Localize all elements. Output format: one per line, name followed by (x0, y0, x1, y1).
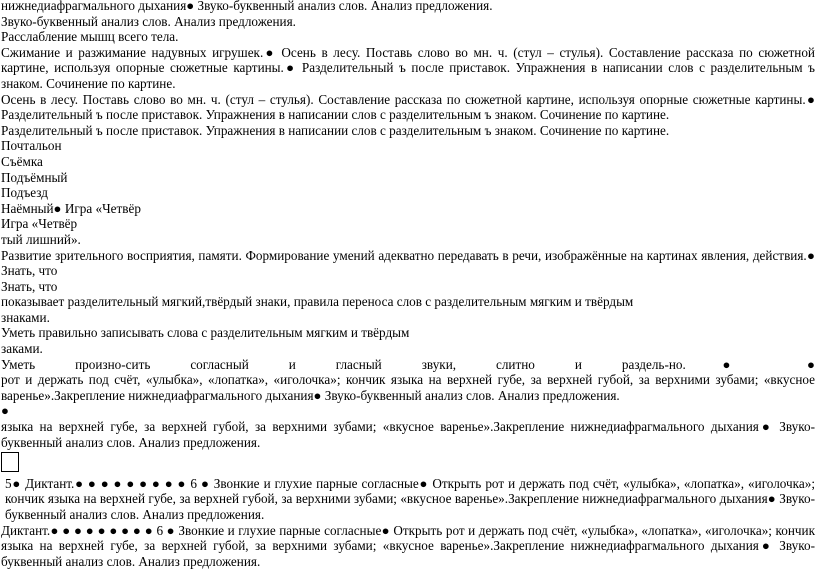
text-line-zakami: заками. (1, 341, 43, 357)
word-nayomny: Наёмный● Игра «Четвёр (1, 200, 141, 216)
text-paragraph-tongue: языка на верхней губе, за верхней губой, за верхними зубами; «вкусное варенье».Закрепление нижнедиафрагмального дыхания● Звуко-буквенный анализ слов. Анализ предложения. (1, 419, 815, 450)
word: и (574, 356, 582, 372)
document-page (1, 0, 815, 569)
text-line-1: нижнедиафрагмального дыхания● Звуко-буквенный анализ слов. Анализ предложения. (1, 0, 493, 13)
word: произно-сить (75, 356, 151, 372)
text-line-3: Расслабление мышц всего тела. (1, 29, 179, 45)
word: слитно (496, 356, 535, 372)
text-paragraph-4: Сжимание и разжимание надувных игрушек.● Осень в лесу. Поставь слово во мн. ч. (стул – стулья). Составление рассказа по сюжетной картине, используя опорные сюжетные картины.● Разделительный ъ после приставок. Упражнения в написании слов с разделительным ъ знаком. Сочинение по картине. (1, 44, 815, 91)
text-paragraph-mouth: рот и держать под счёт, «улыбка», «лопатка», «иголочка»; кончик языка на верхней губе, за верхней губой, за верхними зубами; «вкусное варенье».Закрепление нижнедиафрагмального дыхания● Звуко-буквенный анализ слов. Анализ предложения. (1, 372, 815, 403)
word: Уметь (1, 356, 36, 372)
word: и (288, 356, 296, 372)
text-line-write: Уметь правильно записывать слова с разделительным мягким и твёрдым (1, 325, 410, 341)
text-line-6: Разделительный ъ после приставок. Упражнения в написании слов с разделительным ъ знаком. Сочинение по картине. (1, 122, 670, 138)
word-pochtalon: Почтальон (1, 138, 62, 154)
text-line-shows: показывает разделительный мягкий,твёрдый знаки, правила переноса слов с разделительным мягким и твёрдым (1, 294, 634, 310)
word: гласный (335, 356, 382, 372)
text-line-signs: знаками. (1, 309, 50, 325)
text-paragraph-dictation: Диктант.● ● ● ● ● ● ● ● ● 6 ● Звонкие и глухие парные согласные● Открыть рот и держать под счёт, «улыбка», «лопатка», «иголочка»; кончик языка на верхней губе, за верхней губой, за верхними зубами; «вкусное варенье».Закрепление нижнедиафрагмального дыхания● Звуко-буквенный анализ слов. Анализ предложения. (1, 522, 815, 569)
text-paragraph-dictation-5: 5● Диктант.● ● ● ● ● ● ● ● ● 6 ● Звонкие и глухие парные согласные● Открыть рот и держать под счёт, «улыбка», «лопатка», «иголочка»; кончик языка на верхней губе, за верхней губой, за верхними зубами; «вкусное варенье».Закрепление нижнедиафрагмального дыхания● Звуко-буквенный анализ слов. Анализ предложения. (5, 475, 815, 522)
word: согласный (190, 356, 249, 372)
word-syomka: Съёмка (1, 153, 43, 169)
square-box (1, 452, 19, 472)
empty-checkbox-square (1, 450, 815, 476)
word-podyomny: Подъёмный (1, 169, 68, 185)
text-line-game: Игра «Четвёр (1, 216, 78, 232)
text-line-game-end: тый лишний». (1, 231, 81, 247)
text-paragraph-5: Осень в лесу. Поставь слово во мн. ч. (стул – стулья). Составление рассказа по сюжетной картине, используя опорные сюжетные картины.● Разделительный ъ после приставок. Упражнения в написании слов с разделительным ъ знаком. Сочинение по картине. (1, 91, 815, 123)
word: раздель-но.● ● (621, 356, 815, 372)
word: звуки, (421, 356, 457, 372)
bullet-line: ● (1, 403, 9, 419)
word-podyezd: Подъезд (1, 185, 48, 201)
text-paragraph-perception: Развитие зрительного восприятия, памяти. Формирование умений адекватно передавать в речи, изображённые на картинах явления, действия.● Знать, что (1, 247, 815, 279)
text-line-pronounce (1, 357, 815, 373)
text-line-2: Звуко-буквенный анализ слов. Анализ предложения. (1, 13, 296, 29)
text-line-know: Знать, что (1, 278, 58, 294)
